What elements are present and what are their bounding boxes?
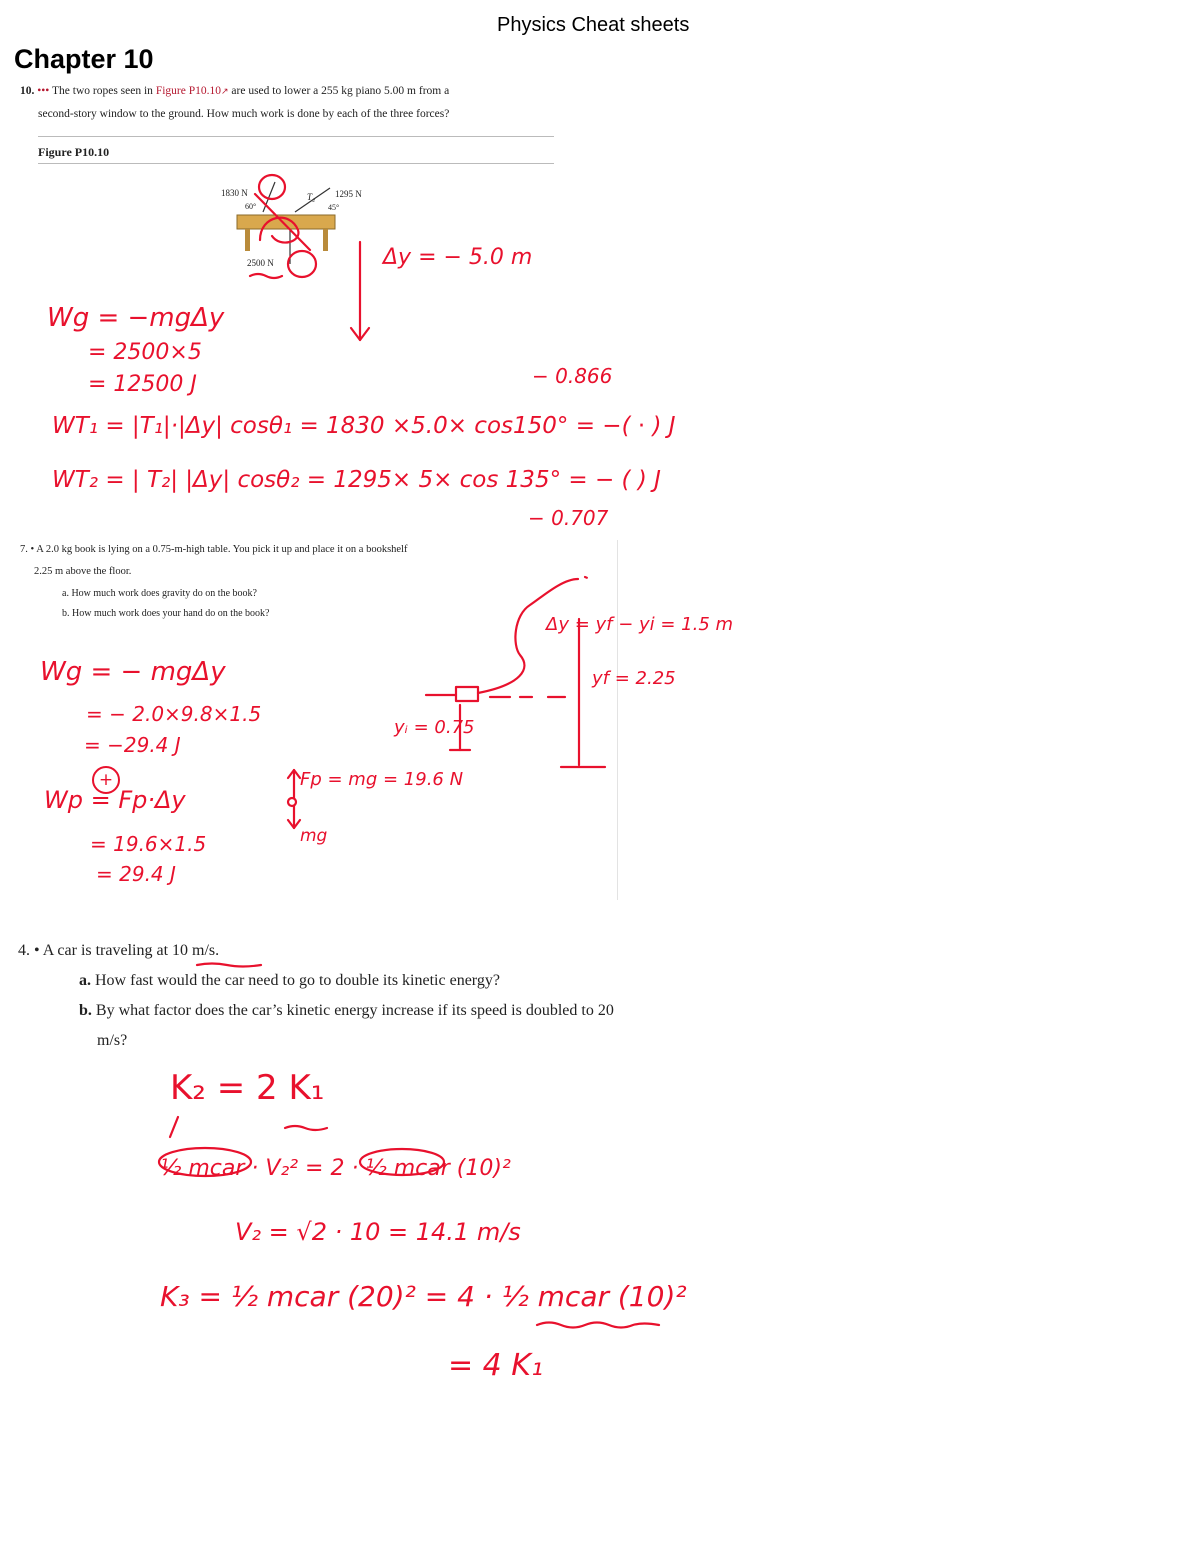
q4-part-a (79, 972, 500, 990)
q7-yi-note: yᵢ = 0.75 (394, 717, 475, 738)
fig-t2-angle: 45° (328, 203, 340, 212)
q7-wp-line1: Wp = Fp·Δy (44, 786, 186, 814)
q4-eq-line: ½ mcar · V₂² = 2 · ½ mcar (10)² (160, 1156, 511, 1181)
q10-dots: ••• (37, 85, 50, 97)
q7-dy-note: Δy = yf − yi = 1.5 m (546, 614, 734, 635)
q10-text-post: are used to lower a 255 kg piano 5.00 m from a (231, 85, 450, 97)
shelf-post-sketch (555, 615, 615, 775)
dy-arrow (345, 240, 375, 350)
q10-text-pre: The two ropes seen in (52, 85, 153, 97)
q7-part-a: a. How much work does gravity do on the book? (62, 588, 257, 599)
fig-t1-angle: 60° (245, 202, 257, 211)
external-link-icon: ↗ (220, 86, 229, 96)
chapter-heading: Chapter 10 (14, 44, 154, 74)
q10-wg-line2: = 2500×5 (88, 340, 202, 365)
q7-wg-line3: = −29.4 J (84, 733, 181, 757)
q4-number: 4. • (18, 942, 40, 959)
fig-weight-value: 2500 N (247, 258, 274, 268)
q10-wg-line1: Wg = −mgΔy (47, 303, 225, 333)
q4-part-b-text: By what factor does the car’s kinetic energy increase if its speed is doubled to 20 (95, 1002, 614, 1019)
q4-line1 (18, 942, 219, 960)
q4-k3-line: K₃ = ½ mcar (20)² = 4 · ½ mcar (10)² (160, 1280, 687, 1313)
q4-part-b-cont: m/s? (97, 1032, 128, 1049)
q10-line2: second-story window to the ground. How much work is done by each of the three forces? (38, 108, 450, 120)
q4-part-b-label: b. (79, 1002, 92, 1019)
fig-t1-value: 1830 N (221, 188, 248, 198)
q4-underline (195, 960, 265, 970)
q4-k3-result: = 4 K₁ (448, 1348, 543, 1383)
q4-statement: A car is traveling at 10 m/s. (42, 942, 220, 959)
q7-part-b: b. How much work does your hand do on the book? (62, 608, 270, 619)
q10-line1 (20, 85, 449, 97)
fig-t2-value: 1295 N (335, 189, 362, 199)
q10-dy-note: Δy = − 5.0 m (383, 245, 533, 270)
q7-plus-circle: + (92, 766, 120, 794)
q7-yf-note: yf = 2.25 (592, 668, 676, 689)
q4-part-a-label: a. (79, 972, 91, 989)
q4-ink-marks (150, 1115, 570, 1195)
q7-mg-label: mg (300, 826, 328, 846)
figure-caption: Figure P10.10 (38, 145, 110, 159)
page-header: Physics Cheat sheets (497, 14, 690, 36)
figure-link[interactable]: Figure P10.10 (155, 85, 221, 97)
q7-wp-line2: = 19.6×1.5 (90, 832, 207, 856)
q10-cos135-note: − 0.707 (528, 506, 609, 530)
q10-wt2-line: WT₂ = | T₂| |Δy| cosθ₂ = 1295× 5× cos 135° = − ( ) J (52, 467, 661, 493)
q10-rule-bottom (38, 163, 554, 164)
figure-ink-annotations (220, 170, 330, 285)
q10-wg-line3: = 12500 J (88, 372, 197, 397)
q7-wg-line1: Wg = − mgΔy (40, 657, 226, 687)
q7-wg-line2: = − 2.0×9.8×1.5 (86, 702, 262, 726)
q10-cos150-note: − 0.866 (532, 364, 613, 388)
q4-k3-underline (535, 1318, 665, 1332)
q4-v2-line: V₂ = √2 · 10 = 14.1 m/s (235, 1218, 521, 1246)
q4-part-b (79, 1002, 614, 1020)
fig-t2-symbol: T₂ (307, 192, 316, 202)
q7-line1: 7. • A 2.0 kg book is lying on a 0.75-m-high table. You pick it up and place it on a bookshelf (20, 544, 408, 555)
q7-wp-line3: = 29.4 J (96, 862, 176, 886)
q7-line2: 2.25 m above the floor. (34, 566, 132, 577)
q4-k2-line: K₂ = 2 K₁ (170, 1068, 325, 1108)
q10-rule-top (38, 136, 554, 137)
q10-number: 10. (20, 85, 35, 97)
q4-part-a-text: How fast would the car need to go to double its kinetic energy? (95, 972, 500, 989)
q10-wt1-line: WT₁ = |T₁|·|Δy| cosθ₁ = 1830 ×5.0× cos150° = −( ⋅ ) J (52, 413, 676, 439)
q7-fp-note: Fp = mg = 19.6 N (300, 769, 464, 790)
